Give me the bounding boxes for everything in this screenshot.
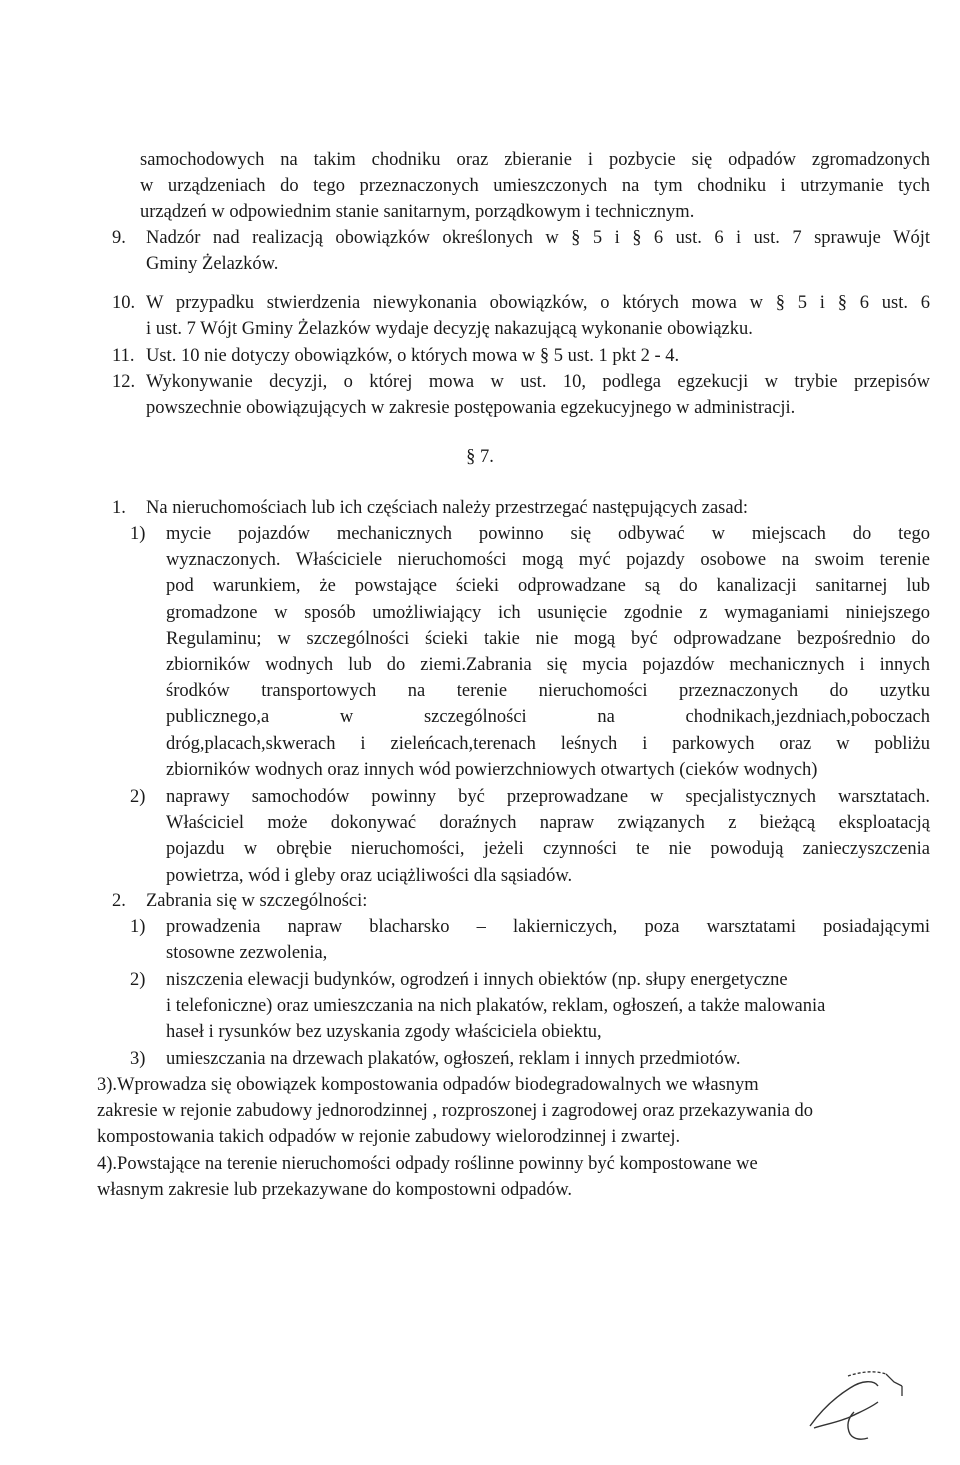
item-line: Nadzór nad realizacją obowiązków określonych w § 5 i § 6 ust. 6 i ust. 7 sprawuje Wójt xyxy=(146,228,930,248)
sub-point-line: pojazdu w obrębie nieruchomości, jeżeli czynności te nie powodują zanieczyszczenia xyxy=(166,839,930,860)
sub-point-line: pod warunkiem, że powstające ścieki odprowadzane są do kanalizacji sanitarnej lub xyxy=(166,576,930,597)
intro-line: urządzeń w odpowiednim stanie sanitarnym, porządkowym i technicznym. xyxy=(140,202,695,223)
intro-line: samochodowych na takim chodniku oraz zbieranie i pozbycie się odpadów zgromadzonych xyxy=(140,150,930,170)
sub-point-line: haseł i rysunków bez uzyskania zgody właściciela obiektu, xyxy=(166,1022,602,1043)
sub-point xyxy=(130,1046,930,1072)
intro-paragraph xyxy=(140,147,930,226)
sub-point-number: 2) xyxy=(130,970,146,990)
intro-line: w urządzeniach do tego przeznaczonych umieszczonych na tym chodniku i utrzymanie tych xyxy=(140,176,930,197)
sub-point-line: Właściciel może dokonywać doraźnych napraw związanych z bieżącą eksploatacją xyxy=(166,813,930,834)
paragraph-line: kompostowania takich odpadów w rejonie zabudowy wielorodzinnej i zwartej. xyxy=(97,1127,681,1148)
item-line: W przypadku stwierdzenia niewykonania obowiązków, o których mowa w § 5 i § 6 ust. 6 xyxy=(146,293,930,313)
item-number: 11. xyxy=(112,346,135,366)
sub-point-line: umieszczania na drzewach plakatów, ogłoszeń, reklam i innych przedmiotów. xyxy=(166,1049,741,1069)
sub-point xyxy=(130,521,930,783)
paragraph-line: zakresie w rejonie zabudowy jednorodzinnej , rozproszonej i zagrodowej oraz przekazywania do xyxy=(97,1101,814,1122)
paragraph-line: 4).Powstające na terenie nieruchomości odpady roślinne powinny być kompostowane we xyxy=(97,1154,758,1174)
list-item xyxy=(112,369,930,421)
point-number: 2. xyxy=(112,891,126,911)
list-item xyxy=(112,343,930,369)
point-lead: Zabrania się w szczególności: xyxy=(146,891,368,911)
sub-point-number: 1) xyxy=(130,917,146,937)
sub-point-line: zbiorników wodnych lub do ziemi.Zabrania się mycia pojazdów mechanicznych i innych xyxy=(166,655,930,676)
paragraph-line: 3).Wprowadza się obowiązek kompostowania odpadów biodegradowalnych we własnym xyxy=(97,1075,759,1095)
sub-point xyxy=(130,967,930,1046)
sub-point-line: stosowne zezwolenia, xyxy=(166,943,328,964)
sub-point-line: Regulaminu; w szczególności ścieki takie nie mogą być odprowadzane bezpośrednio do xyxy=(166,628,930,649)
point-lead: Na nieruchomościach lub ich częściach należy przestrzegać następujących zasad: xyxy=(146,498,748,518)
sub-point-line: publicznego,a w szczególności na chodnikach,jezdniach,poboczach xyxy=(166,707,930,728)
item-line: Ust. 10 nie dotyczy obowiązków, o których mowa w § 5 ust. 1 pkt 2 - 4. xyxy=(146,346,680,366)
numbered-point xyxy=(112,495,930,521)
point-number: 1. xyxy=(112,498,126,518)
section-heading: § 7. xyxy=(466,447,494,467)
paragraph xyxy=(97,1151,930,1203)
item-line: Gminy Żelazków. xyxy=(146,254,279,275)
sub-point-line: naprawy samochodów powinny być przeprowadzane w specjalistycznych warsztatach. xyxy=(166,787,930,807)
paragraph xyxy=(97,1072,930,1151)
item-line: powszechnie obowiązujących w zakresie postępowania egzekucyjnego w administracji. xyxy=(146,398,796,419)
paragraph-line: własnym zakresie lub przekazywane do kompostowni odpadów. xyxy=(97,1180,573,1201)
sub-point-line: gromadzone w sposób umożliwiający ich usunięcie zgodnie z wymaganiami niniejszego xyxy=(166,602,930,623)
sub-point-number: 3) xyxy=(130,1049,146,1069)
sub-point xyxy=(130,914,930,966)
item-number: 10. xyxy=(112,293,136,313)
item-number: 9. xyxy=(112,228,126,248)
item-line: i ust. 7 Wójt Gminy Żelazków wydaje decyzję nakazującą wykonanie obowiązku. xyxy=(146,319,753,340)
list-item xyxy=(112,290,930,342)
sub-point-line: wyznaczonych. Właściciele nieruchomości mogą myć pojazdy osobowe na swoim terenie xyxy=(166,550,930,571)
sub-point-line: niszczenia elewacji budynków, ogrodzeń i innych obiektów (np. słupy energetyczne xyxy=(166,970,788,990)
sub-point-line: mycie pojazdów mechanicznych powinno się odbywać w miejscach do tego xyxy=(166,524,930,544)
item-line: Wykonywanie decyzji, o której mowa w ust. 10, podlega egzekucji w trybie przepisów xyxy=(146,372,930,392)
sub-point-line: i telefoniczne) oraz umieszczania na nich plakatów, reklam, ogłoszeń, a także malowania xyxy=(166,996,826,1017)
numbered-point xyxy=(112,888,930,914)
sub-point-number: 2) xyxy=(130,787,146,807)
list-item xyxy=(112,225,930,277)
sub-point-number: 1) xyxy=(130,524,146,544)
sub-point-line: prowadzenia napraw blacharsko – lakierniczych, poza warsztatami posiadającymi xyxy=(166,917,930,937)
sub-point-line: powietrza, wód i gleby oraz uciążliwości dla sąsiadów. xyxy=(166,865,573,886)
sub-point xyxy=(130,784,930,889)
signature-initials xyxy=(790,1368,930,1448)
sub-point-line: środków transportowych na terenie nieruchomości przeznaczonych do uzytku xyxy=(166,681,930,702)
sub-point-line: dróg,placach,skwerach i zieleńcach,terenach leśnych i parkowych oraz w pobliżu xyxy=(166,733,930,754)
sub-point-line: zbiorników wodnych oraz innych wód powierzchniowych otwartych (cieków wodnych) xyxy=(166,759,818,780)
item-number: 12. xyxy=(112,372,136,392)
